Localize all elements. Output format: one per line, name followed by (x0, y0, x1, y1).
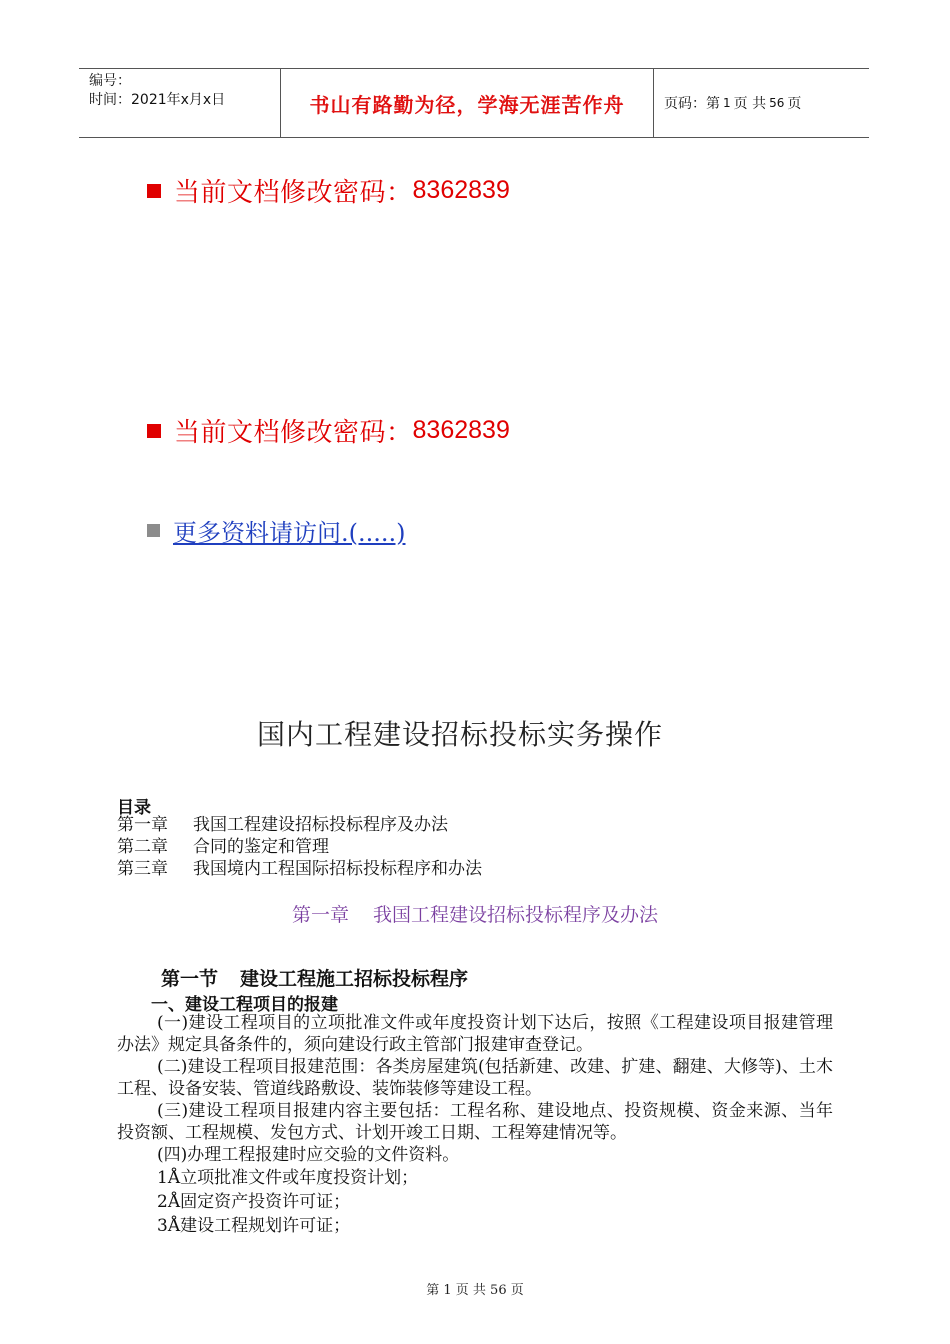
chapter-number: 第一章 (291, 904, 349, 926)
document-header (79, 68, 869, 138)
toc-chapter-number: 第一章 (117, 815, 168, 835)
red-square-bullet-icon (147, 184, 161, 198)
toc-chapter-number: 第三章 (117, 859, 168, 879)
subsection-heading: 一、建设工程项目的报建 (151, 995, 338, 1015)
page-footer: 第 1 页 共 56 页 (426, 1283, 524, 1298)
paragraph: (一)建设工程项目的立项批准文件或年度投资计划下达后，按照《工程建设项目报建管理办法》规定具备条件的，须向建设行政主管部门报建审查登记。 (117, 1013, 833, 1055)
document-title: 国内工程建设招标投标实务操作 (256, 718, 663, 751)
toc-chapter-number: 第二章 (117, 837, 168, 857)
page-mid: 页 共 (733, 96, 767, 112)
more-resources (147, 513, 406, 548)
password-code: 8362839 (412, 416, 510, 444)
doc-date: 时间：2021年x月x日 (89, 92, 226, 108)
list-item: 2Å固定资产投资许可证； (157, 1192, 351, 1212)
paragraph: (四)办理工程报建时应交验的文件资料。 (157, 1145, 460, 1165)
more-resources-link[interactable]: 更多资料请访问.(.....) (173, 519, 406, 547)
toc-item (117, 858, 482, 880)
password-notice-text: 当前文档修改密码： (174, 418, 413, 448)
password-code: 8362839 (412, 176, 510, 204)
toc-item (117, 836, 482, 858)
list-item: 1Å立项批准文件或年度投资计划； (157, 1168, 419, 1188)
red-square-bullet-icon (147, 424, 161, 438)
page-prefix: 页码：第 (664, 96, 720, 112)
section-number: 第一节 (161, 968, 219, 990)
chapter-title: 我国工程建设招标投标程序及办法 (373, 904, 659, 926)
toc-heading: 目录 (117, 798, 151, 818)
toc-chapter-title: 我国境内工程国际招标投标程序和办法 (193, 859, 482, 879)
doc-number-label: 编号： (89, 73, 131, 89)
paragraph: (二)建设工程项目报建范围：各类房屋建筑(包括新建、改建、扩建、翻建、大修等)、土木工程、设备安装、管道线路敷设、装饰装修等建设工程。 (117, 1057, 833, 1099)
password-notice (147, 172, 510, 209)
body-text (117, 1012, 833, 1238)
paragraph: (三)建设工程项目报建内容主要包括：工程名称、建设地点、投资规模、资金来源、当年投资额、工程规模、发包方式、计划开竣工日期、工程筹建情况等。 (117, 1101, 833, 1143)
section-title: 建设工程施工招标投标程序 (240, 968, 469, 990)
grey-square-bullet-icon (147, 524, 160, 537)
header-meta (79, 69, 281, 137)
page-total: 56 (769, 96, 785, 110)
header-motto: 书山有路勤为径，学海无涯苦作舟 (281, 69, 654, 137)
table-of-contents (117, 814, 482, 880)
page-current: 1 (723, 96, 731, 110)
toc-item (117, 814, 482, 836)
chapter-heading (0, 900, 950, 927)
toc-chapter-title: 我国工程建设招标投标程序及办法 (193, 815, 448, 835)
toc-chapter-title: 合同的鉴定和管理 (193, 837, 329, 857)
list-item: 3Å建设工程规划许可证； (157, 1216, 351, 1236)
section-heading (161, 964, 468, 991)
page-suffix: 页 (787, 96, 802, 112)
password-notice (147, 412, 510, 449)
header-page-info (654, 69, 869, 137)
password-notice-text: 当前文档修改密码： (174, 178, 413, 208)
